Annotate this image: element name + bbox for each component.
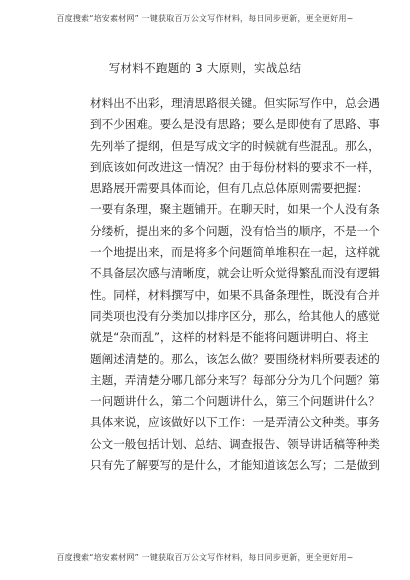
body-line: 先列举了提纲，但是写成文字的时候就有些混乱。那么， bbox=[90, 138, 380, 153]
body-line: 就是“杂而乱”，这样的材料是不能将问题讲明白、将主 bbox=[90, 330, 369, 345]
footer-banner: 百度搜索“培安素材网” 一键获取百万公文写作材料，每日同步更新，更全更好用~ bbox=[56, 553, 354, 562]
body-line: 一问题讲什么，第二个问题讲什么，第三个问题讲什么？ bbox=[90, 394, 380, 409]
body-line: 具体来说，应该做好以下工作：一是弄清公文种类。事务 bbox=[90, 415, 380, 430]
body-line: 题阐述清楚的。那么，该怎么做？要围绕材料所要表述的 bbox=[90, 351, 380, 366]
body-line: 一要有条理，聚主题铺开。在聊天时，如果一个人没有条 bbox=[90, 202, 380, 217]
body-line: 同类项也没有分类加以排序区分，那么，给其他人的感觉 bbox=[90, 308, 380, 323]
body-line: 主题，弄清楚分哪几部分来写？每部分分为几个问题？第 bbox=[90, 372, 380, 387]
document-title: 写材料不跑题的 3 大原则，实战总结 bbox=[108, 61, 302, 75]
body-line: 只有先了解要写的是什么，才能知道该怎么写；二是做到 bbox=[90, 458, 380, 473]
body-line: 不具备层次感与清晰度，就会让听众觉得繁乱而没有逻辑 bbox=[90, 266, 380, 281]
body-line: 性。同样，材料撰写中，如果不具备条理性，既没有合并 bbox=[90, 287, 380, 302]
body-line: 到底该如何改进这一情况？由于每份材料的要求不一样， bbox=[90, 159, 380, 174]
body-line: 公文一般包括计划、总结、调查报告、领导讲话稿等种类 bbox=[90, 436, 380, 451]
body-line: 材料出不出彩，理清思路很关键。但实际写作中，总会遇 bbox=[90, 96, 380, 110]
body-line: 分缕析，提出来的多个问题，没有恰当的顺序，不是一个 bbox=[90, 223, 380, 238]
body-line: 思路展开需要具体而论，但有几点总体原则需要把握： bbox=[90, 181, 369, 196]
body-line: 一个地提出来，而是将多个问题简单堆积在一起，这样就 bbox=[90, 245, 380, 260]
document-body bbox=[90, 93, 380, 476]
header-banner: 百度搜索“培安素材网” 一键获取百万公文写作材料，每日同步更新，更全更好用~ bbox=[56, 14, 354, 23]
body-line: 到不少困难。要么是没有思路；要么是即使有了思路、事 bbox=[90, 117, 380, 132]
